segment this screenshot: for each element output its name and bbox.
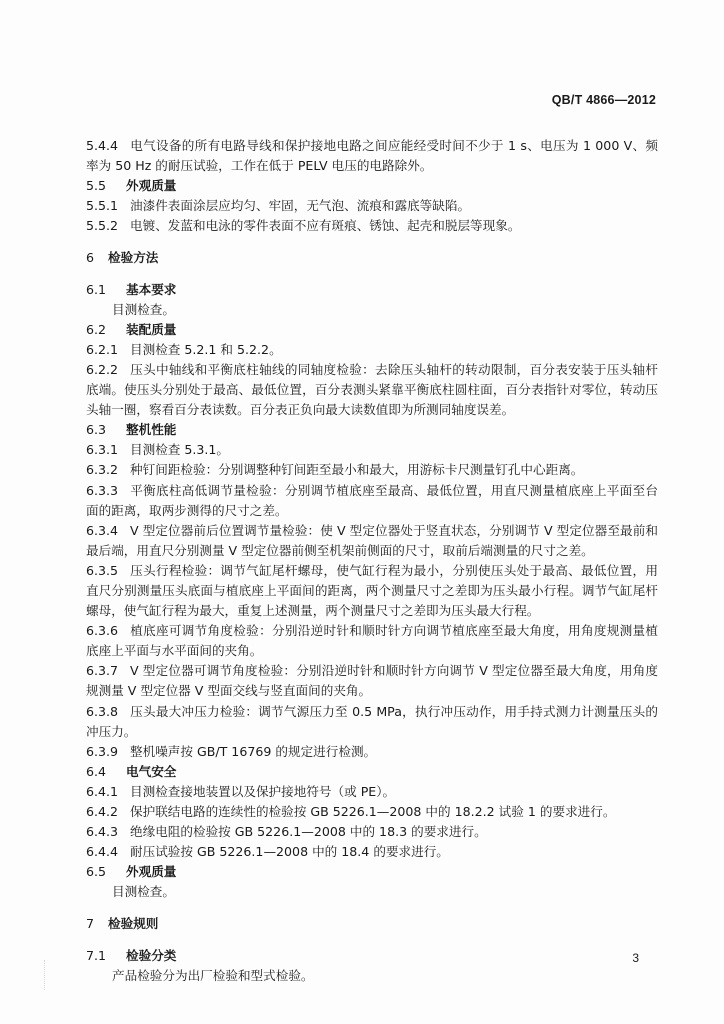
clause-paragraph: [86, 822, 658, 842]
clause-number: 6.4.3: [86, 824, 119, 840]
indented-paragraph: [86, 882, 658, 902]
clause-text: 绝缘电阻的检验按 GB 5226.1—2008 中的 18.3 的要求进行。: [130, 824, 487, 840]
subsection-heading: [86, 280, 658, 300]
clause-text: 保护联结电路的连续性的检验按 GB 5226.1—2008 中的 18.2.2 试验 1 的要求进行。: [130, 804, 616, 819]
clause-number: 6.3: [86, 422, 107, 438]
clause-number: 6.4.1: [86, 783, 119, 799]
clause-text: 电气设备的所有电路导线和保护接地电路之间应能经受时间不少于 1 s、电压为 1 000 V、频率为 50 Hz 的耐压试验，工作在低于 PELV 电压的电路除外。: [86, 138, 658, 174]
clause-number: 6.3.4: [86, 522, 119, 538]
clause-text: 电镀、发蓝和电泳的零件表面不应有斑痕、锈蚀、起壳和脱层等现象。: [130, 218, 521, 234]
clause-text: 平衡底柱高低调节量检验：分别调节植底座至最高、最低位置，用直尺测量植底座上平面至台面的距离，取两步测得的尺寸之差。: [86, 482, 658, 518]
clause-text: 目测检查 5.3.1。: [130, 442, 230, 458]
clause-paragraph: [86, 802, 658, 822]
clause-text: V 型定位器可调节角度检验：分别沿逆时针和顺时针方向调节 V 型定位器至最大角度，用角度规测量 V 型定位器 V 型面交线与竖直面间的夹角。: [86, 663, 658, 699]
clause-number: 6.5: [86, 864, 107, 880]
heading-title: 整机性能: [126, 422, 177, 438]
clause-number: 6: [86, 250, 95, 266]
clause-text: 目测检查接地装置以及保护接地符号（或 PE）。: [130, 783, 396, 799]
clause-number: 6.2.1: [86, 341, 119, 357]
clause-text: 压头中轴线和平衡底柱轴线的同轴度检验：去除压头轴杆的转动限制，百分表安装于压头轴杆底端。使压头分别处于最高、最低位置，百分表测头紧靠平衡底柱圆柱面，百分表指针对零位，转动压头轴一圈，察看百分表读数。百分表正负向最大读数值即为所测同轴度误差。: [86, 361, 658, 418]
clause-number: 6.3.9: [86, 743, 119, 759]
clause-number: 7: [86, 916, 95, 932]
subsection-heading: [86, 762, 658, 782]
clause-paragraph: [86, 481, 658, 521]
clause-paragraph: [86, 782, 658, 802]
clause-number: 6.3.6: [86, 623, 119, 639]
clause-paragraph: [86, 702, 658, 742]
subsection-heading: [86, 862, 658, 882]
clause-number: 6.2: [86, 321, 107, 337]
subsection-heading: [86, 420, 658, 440]
subsection-heading: [86, 946, 658, 966]
clause-number: 5.5.2: [86, 218, 119, 234]
indented-paragraph: [86, 966, 658, 986]
heading-title: 装配质量: [126, 321, 177, 337]
heading-title: 外观质量: [126, 864, 177, 880]
clause-paragraph: [86, 340, 658, 360]
clause-number: 6.1: [86, 281, 107, 297]
section-heading: [86, 914, 658, 934]
clause-number: 6.4.2: [86, 804, 119, 819]
clause-number: 6.3.7: [86, 663, 119, 679]
heading-title: 检验方法: [108, 250, 159, 266]
clause-number: 6.3.2: [86, 462, 119, 478]
heading-title: 基本要求: [126, 281, 177, 297]
clause-number: 6.4: [86, 763, 107, 779]
heading-title: 外观质量: [126, 178, 177, 194]
clause-text: 耐压试验按 GB 5226.1—2008 中的 18.4 的要求进行。: [130, 844, 449, 860]
heading-title: 检验分类: [126, 947, 177, 963]
clause-number: 5.5: [86, 178, 107, 194]
clause-number: 6.3.5: [86, 562, 119, 578]
clause-text: 压头最大冲压力检验：调节气源压力至 0.5 MPa，执行冲压动作，用手持式测力计测量压头的冲压力。: [86, 703, 658, 739]
clause-text: 植底座可调节角度检验：分别沿逆时针和顺时针方向调节植底座至最大角度，用角度规测量植底座上平面与水平面间的夹角。: [86, 623, 658, 659]
indented-paragraph: [86, 300, 658, 320]
clause-text: 油漆件表面涂层应均匀、牢固，无气泡、流痕和露底等缺陷。: [130, 198, 471, 214]
clause-paragraph: [86, 216, 658, 236]
clause-text: 种钉间距检验：分别调整种钉间距至最小和最大，用游标卡尺测量钉孔中心距离。: [130, 462, 584, 478]
clause-paragraph: [86, 742, 658, 762]
clause-text: 目测检查 5.2.1 和 5.2.2。: [130, 341, 282, 357]
document-body: [86, 136, 658, 986]
clause-text: 整机噪声按 GB/T 16769 的规定进行检测。: [130, 743, 377, 759]
clause-paragraph: [86, 136, 658, 176]
clause-number: 6.3.8: [86, 703, 119, 719]
clause-paragraph: [86, 196, 658, 216]
subsection-heading: [86, 320, 658, 340]
clause-paragraph: [86, 440, 658, 460]
clause-text: 压头行程检验：调节气缸尾杆螺母，使气缸行程为最小，分别使压头处于最高、最低位置，用直尺分别测量压头底面与植底座上平面间的距离，两个测量尺寸之差即为压头最小行程。调节气缸尾杆螺母，使气缸行程为最大，重复上述测量，两个测量尺寸之差即为压头最大行程。: [86, 562, 658, 619]
heading-title: 电气安全: [126, 763, 177, 779]
subsection-heading: [86, 176, 658, 196]
clause-paragraph: [86, 661, 658, 701]
section-heading: [86, 248, 658, 268]
clause-text: 目测检查。: [112, 884, 175, 900]
clause-paragraph: [86, 561, 658, 621]
heading-title: 检验规则: [108, 916, 159, 932]
clause-text: 产品检验分为出厂检验和型式检验。: [112, 967, 314, 983]
clause-number: 6.2.2: [86, 361, 119, 377]
clause-paragraph: [86, 842, 658, 862]
clause-paragraph: [86, 621, 658, 661]
clause-paragraph: [86, 360, 658, 420]
clause-text: V 型定位器前后位置调节量检验：使 V 型定位器处于竖直状态，分别调节 V 型定位器至最前和最后端，用直尺分别测量 V 型定位器前侧至机架前侧面的尺寸，取前后端测量的尺寸之差。: [86, 522, 658, 558]
page-number: 3: [632, 951, 639, 965]
clause-number: 6.3.3: [86, 482, 119, 498]
clause-number: 7.1: [86, 947, 107, 963]
scan-edge-mark: [44, 960, 46, 990]
clause-paragraph: [86, 460, 658, 480]
clause-text: 目测检查。: [112, 301, 175, 317]
clause-number: 6.3.1: [86, 442, 119, 458]
clause-paragraph: [86, 521, 658, 561]
clause-number: 5.5.1: [86, 198, 119, 214]
clause-number: 5.4.4: [86, 138, 119, 153]
standard-code-header: QB/T 4866—2012: [551, 93, 656, 107]
clause-number: 6.4.4: [86, 844, 119, 860]
